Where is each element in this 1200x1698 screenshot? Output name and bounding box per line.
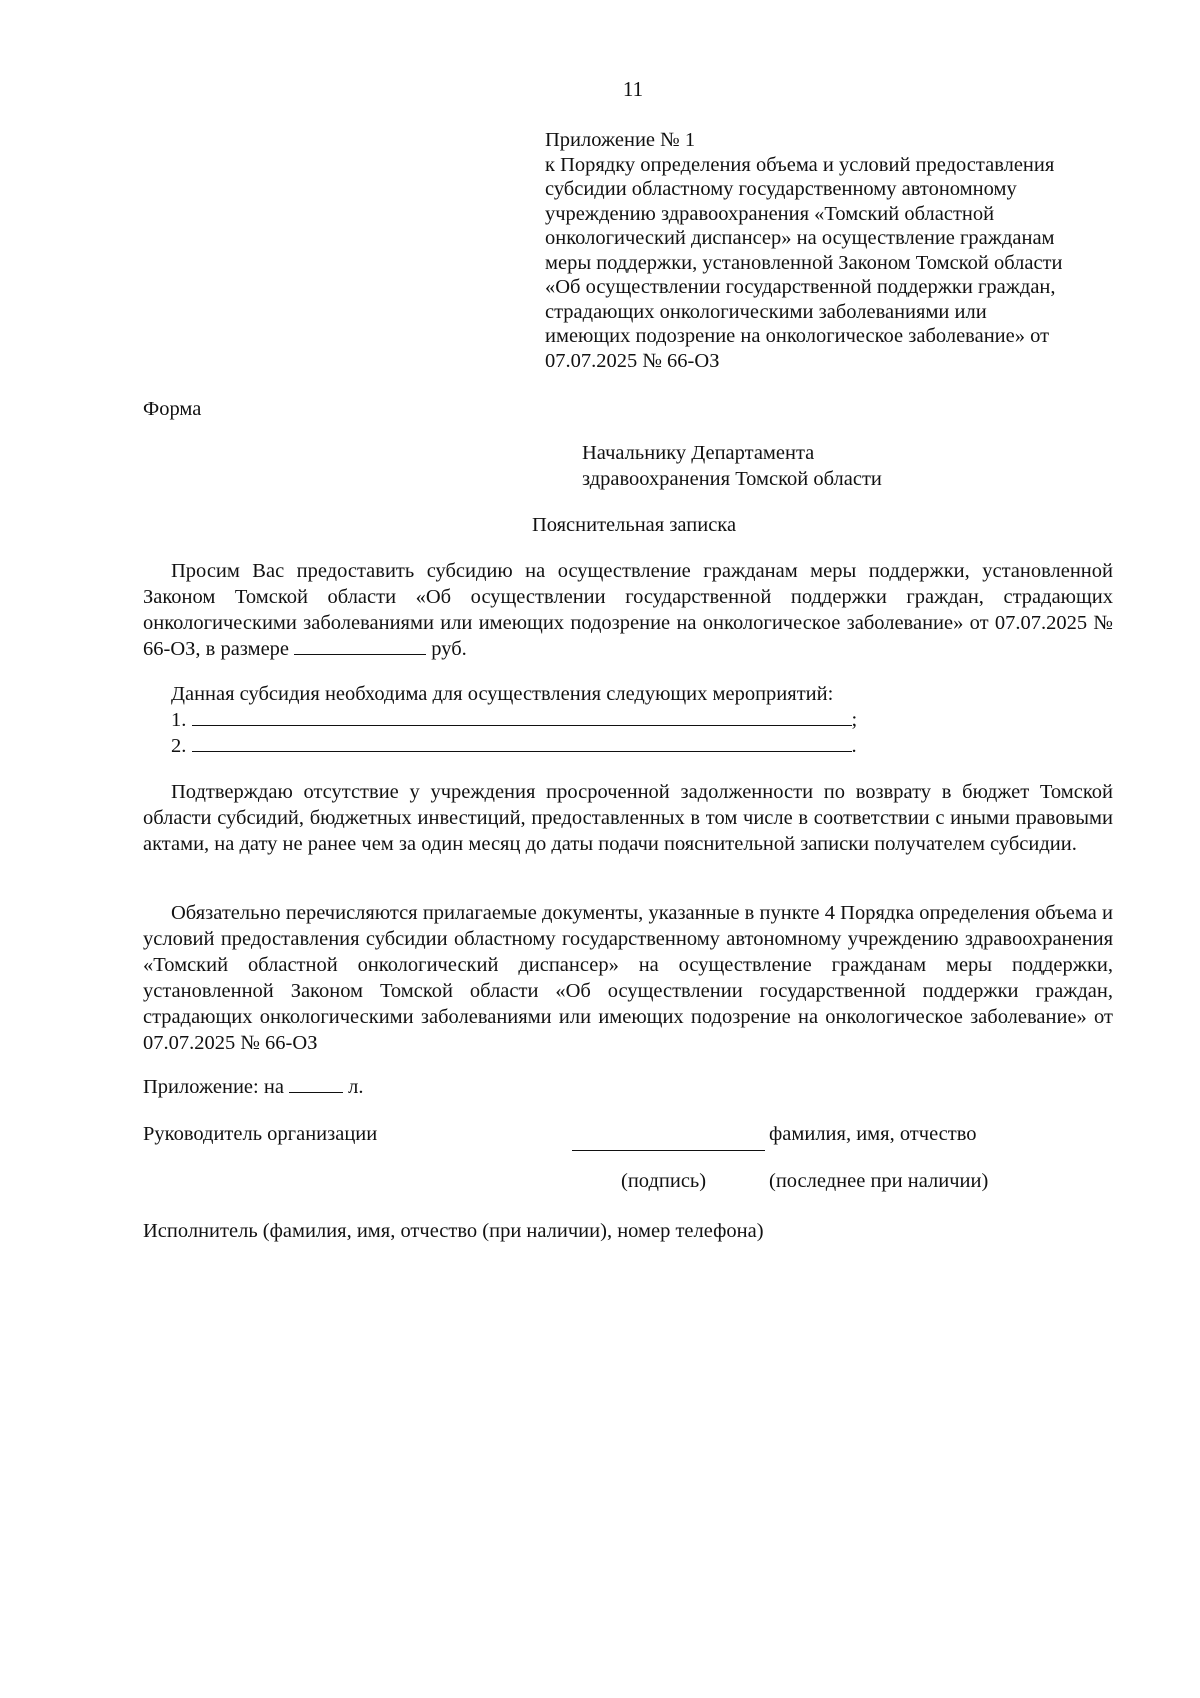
- measures-intro: Данная субсидия необходима для осуществления следующих мероприятий:: [171, 683, 834, 705]
- amount-field[interactable]: [294, 638, 426, 655]
- page-number: 11: [622, 77, 644, 101]
- list-item-number: 1.: [171, 709, 187, 731]
- signature-field[interactable]: [572, 1130, 765, 1151]
- attachment-suffix: л.: [348, 1076, 364, 1098]
- confirmation-paragraph: Подтверждаю отсутствие у учреждения просроченной задолженности по возврату в бюджет Томской области субсидий, бюджетных инвестиций, предоставленных в том числе в соответствии с иными правовыми актами, на дату не ранее чем за один месяц до даты подачи пояснительной записки получателем субсидии.: [143, 781, 1113, 855]
- documents-paragraph: Обязательно перечисляются прилагаемые документы, указанные в пункте 4 Порядка определения объема и условий предоставления субсидии областному государственному автономному учреждению здравоохранения «Томский областной онкологический диспансер» на осуществление гражданам меры поддержки, установленной Законом Томской области «Об осуществлении государственной поддержки граждан, страдающих онкологическими заболеваниями или имеющих подозрение на онкологическое заболевание» от 07.07.2025 № 66-ОЗ: [143, 902, 1113, 1054]
- attachment-line: [143, 1074, 364, 1100]
- fio-note: (последнее при наличии): [769, 1170, 989, 1192]
- request-paragraph: [143, 558, 1113, 662]
- attachment-pages-field[interactable]: [289, 1076, 343, 1093]
- list-item: [171, 733, 871, 759]
- fio-label: фамилия, имя, отчество: [769, 1123, 977, 1145]
- appendix-header: Приложение № 1 к Порядку определения объема и условий предоставления субсидии областному государственному автономному учреждению здравоохранения «Томский областной онкологический диспансер» на осуществление гражданам меры поддержки, установленной Законом Томской области «Об осуществлении государственной поддержки граждан, страдающих онкологическими заболеваниями или имеющих подозрение на онкологическое заболевание» от 07.07.2025 № 66-ОЗ: [545, 129, 1063, 372]
- measure-field-1[interactable]: [192, 709, 852, 726]
- attachment-prefix: Приложение: на: [143, 1076, 284, 1098]
- head-label: Руководитель организации: [143, 1123, 378, 1145]
- request-text: Просим Вас предоставить субсидию на осуществление гражданам меры поддержки, установленной Законом Томской области «Об осуществлении государственной поддержки граждан, страдающих онкологическими заболеваниями или имеющих подозрение на онкологическое заболевание» от 07.07.2025 № 66-ОЗ, в размере: [143, 560, 1113, 660]
- list-item-end: ;: [851, 709, 858, 731]
- signature-label: (подпись): [621, 1170, 707, 1192]
- list-item-number: 2.: [171, 735, 187, 757]
- document-title: Пояснительная записка: [531, 514, 737, 536]
- measure-field-2[interactable]: [192, 735, 852, 752]
- executor-line: Исполнитель (фамилия, имя, отчество (при наличии), номер телефона): [143, 1220, 764, 1242]
- list-item: [171, 707, 871, 733]
- currency-unit: руб.: [431, 638, 467, 660]
- addressee: Начальнику Департамента здравоохранения Томской области: [582, 442, 882, 490]
- form-label: Форма: [143, 398, 202, 420]
- list-item-end: .: [851, 735, 857, 757]
